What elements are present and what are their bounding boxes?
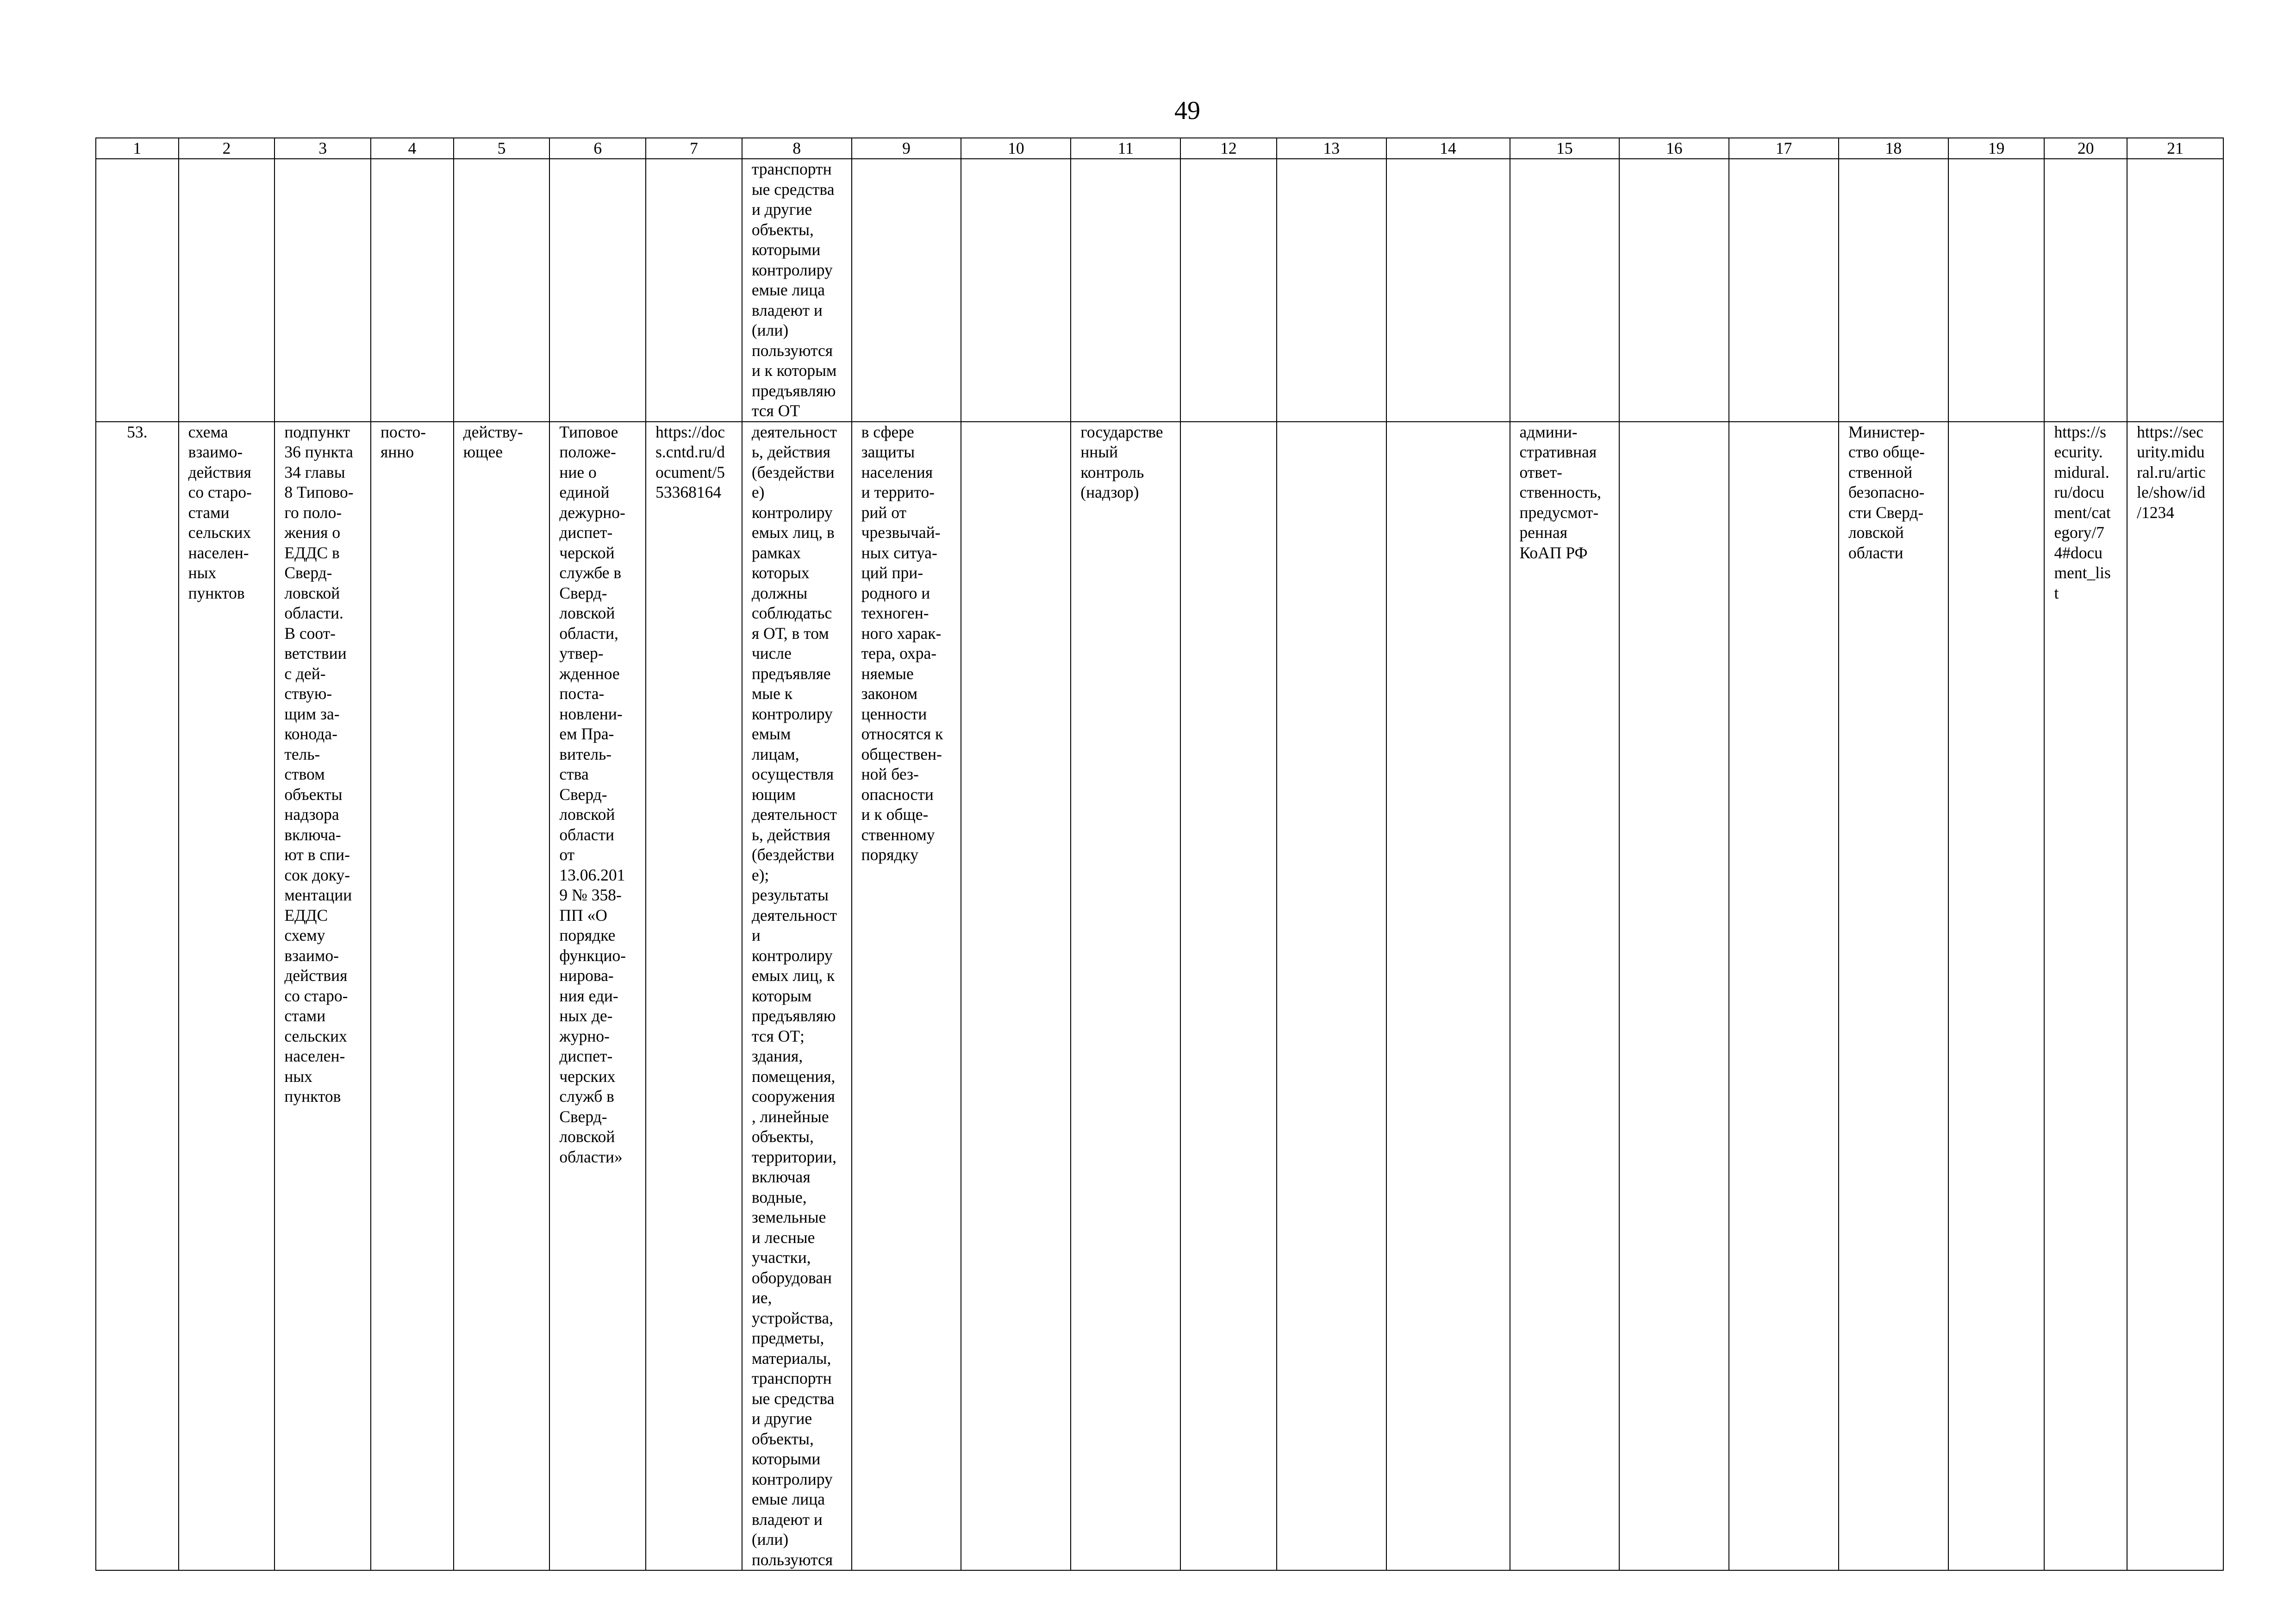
column-number-row bbox=[96, 138, 2223, 159]
column-header: 17 bbox=[1729, 138, 1839, 159]
table-cell bbox=[1619, 422, 1729, 1571]
table-cell bbox=[1277, 422, 1386, 1571]
table-cell bbox=[371, 159, 454, 422]
column-header: 1 bbox=[96, 138, 179, 159]
table-row-53 bbox=[96, 422, 2223, 1571]
table-cell: Типовое положе- ние о единой дежурно- диспет- черской службе в Сверд- ловской области, утвер- жденное поста- новлени- ем Пра- витель- ства Сверд- ловской области от 13.06.201 9 № 358- ПП «О порядке функцио- нирова- ния еди- ных де- журно- диспет- черских служб в Сверд- ловской области» bbox=[549, 422, 646, 1571]
table-cell bbox=[1071, 159, 1180, 422]
page-number: 49 bbox=[1174, 96, 1200, 125]
column-header: 4 bbox=[371, 138, 454, 159]
column-header: 10 bbox=[961, 138, 1071, 159]
table-cell bbox=[852, 159, 961, 422]
table-cell bbox=[2044, 159, 2127, 422]
table-cell: https://sec urity.midu ral.ru/artic le/show/id /1234 bbox=[2127, 422, 2223, 1571]
column-header: 19 bbox=[1948, 138, 2045, 159]
table-cell: в сфере защиты населения и террито- рий от чрезвычай- ных ситуа- ций при- родного и техноген- ного харак- тера, охра- няемые законом ценности относятся к обществен- ной без- опасности и к обще- ственному порядку bbox=[852, 422, 961, 1571]
table-cell bbox=[646, 159, 742, 422]
column-header: 7 bbox=[646, 138, 742, 159]
table-cell bbox=[1386, 159, 1510, 422]
document-table bbox=[95, 137, 2224, 1571]
column-header: 2 bbox=[179, 138, 275, 159]
column-header: 12 bbox=[1180, 138, 1277, 159]
table-cell: деятельност ь, действия (бездействи е) контролиру емых лиц, в рамках которых должны соблюдатьс я ОТ, в том числе предъявляе мые к контролиру емым лицам, осуществля ющим деятельност ь, действия (бездействи е); результаты деятельност и контролиру емых лиц, к которым предъявляю тся ОТ; здания, помещения, сооружения , линейные объекты, территории, включая водные, земельные и лесные участки, оборудован ие, устройства, предметы, материалы, транспортн ые средства и другие объекты, которыми контролиру емые лица владеют и (или) пользуются bbox=[742, 422, 852, 1571]
table-cell bbox=[549, 159, 646, 422]
column-header: 5 bbox=[454, 138, 550, 159]
table-cell bbox=[1948, 422, 2045, 1571]
column-header: 18 bbox=[1839, 138, 1948, 159]
column-header: 14 bbox=[1386, 138, 1510, 159]
table-cell bbox=[454, 159, 550, 422]
table-cell bbox=[1277, 159, 1386, 422]
table-cell: схема взаимо- действия со старо- стами сельских населен- ных пунктов bbox=[179, 422, 275, 1571]
table-cell: https://doc s.cntd.ru/d ocument/5 53368164 bbox=[646, 422, 742, 1571]
table-cell bbox=[1619, 159, 1729, 422]
table-cell bbox=[1729, 422, 1839, 1571]
column-header: 16 bbox=[1619, 138, 1729, 159]
table-cell bbox=[1729, 159, 1839, 422]
table-cell bbox=[179, 159, 275, 422]
table-cell bbox=[961, 159, 1071, 422]
column-header: 20 bbox=[2044, 138, 2127, 159]
table-cell: посто- янно bbox=[371, 422, 454, 1571]
table-cell: админи- стративная ответ- ственность, предусмот- ренная КоАП РФ bbox=[1510, 422, 1620, 1571]
table-cell bbox=[1180, 422, 1277, 1571]
table-cell bbox=[275, 159, 371, 422]
table-row-continuation bbox=[96, 159, 2223, 422]
table-cell: подпункт 36 пункта 34 главы 8 Типово- го поло- жения о ЕДДС в Сверд- ловской области. В соот- ветствии с дей- ствую- щим за- конода- тель- ством объекты надзора включа- ют в спи- сок доку- ментации ЕДДС схему взаимо- действия со старо- стами сельских населен- ных пунктов bbox=[275, 422, 371, 1571]
table-cell bbox=[1386, 422, 1510, 1571]
table-cell: действу- ющее bbox=[454, 422, 550, 1571]
table-cell bbox=[1839, 159, 1948, 422]
column-header: 8 bbox=[742, 138, 852, 159]
column-header: 21 bbox=[2127, 138, 2223, 159]
table-cell: транспортн ые средства и другие объекты, которыми контролиру емые лица владеют и (или) пользуются и к которым предъявляю тся ОТ bbox=[742, 159, 852, 422]
table-cell: Министер- ство обще- ственной безопасно- сти Сверд- ловской области bbox=[1839, 422, 1948, 1571]
row-number-cell: 53. bbox=[96, 422, 179, 1571]
column-header: 6 bbox=[549, 138, 646, 159]
column-header: 11 bbox=[1071, 138, 1180, 159]
table-cell bbox=[2127, 159, 2223, 422]
column-header: 3 bbox=[275, 138, 371, 159]
table-cell bbox=[1180, 159, 1277, 422]
table-cell: государстве нный контроль (надзор) bbox=[1071, 422, 1180, 1571]
table-cell: https://s ecurity. midural. ru/docu ment/cat egory/7 4#docu ment_lis t bbox=[2044, 422, 2127, 1571]
table-cell bbox=[1510, 159, 1620, 422]
column-header: 13 bbox=[1277, 138, 1386, 159]
table-cell bbox=[1948, 159, 2045, 422]
column-header: 9 bbox=[852, 138, 961, 159]
table-cell bbox=[961, 422, 1071, 1571]
table-cell bbox=[96, 159, 179, 422]
column-header: 15 bbox=[1510, 138, 1620, 159]
